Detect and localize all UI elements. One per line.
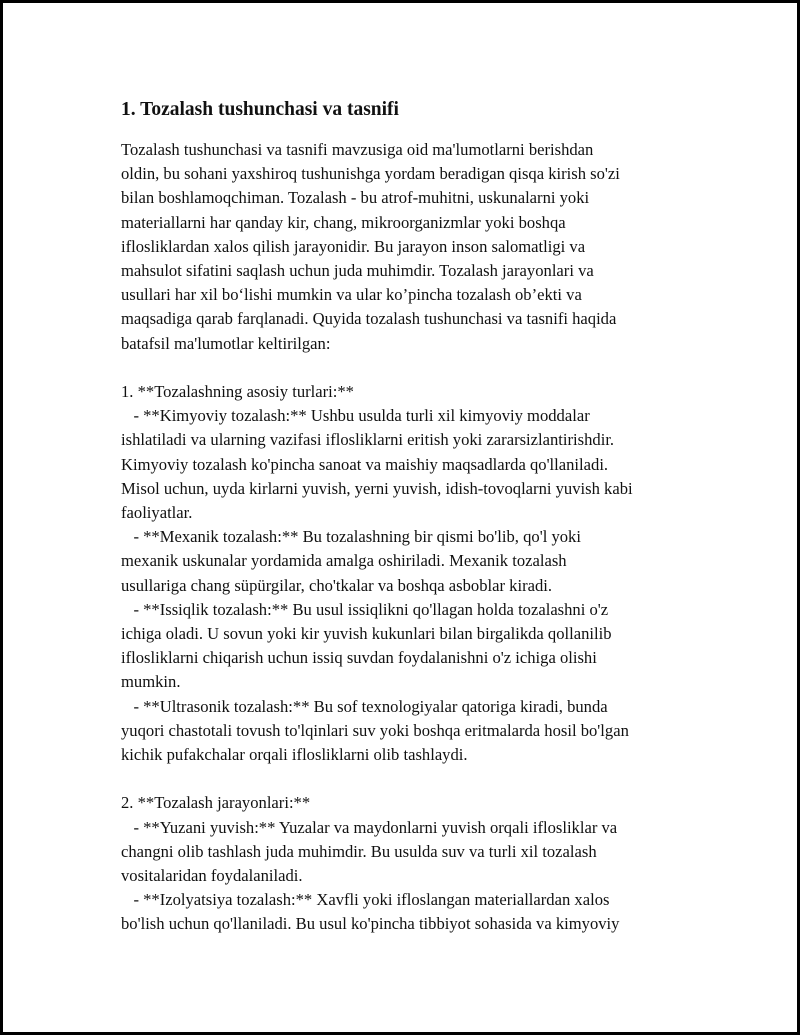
text-line: - **Ultrasonik tozalash:** Bu sof texnologiyalar qatoriga kiradi, bunda xyxy=(121,696,608,716)
text-line: faoliyatlar. xyxy=(121,503,193,523)
text-line: mahsulot sifatini saqlash uchun juda muhimdir. Tozalash jarayonlari va xyxy=(121,261,594,281)
text-line: iflosliklardan xalos qilish jarayonidir. Bu jarayon inson salomatligi va xyxy=(121,236,586,256)
text-line: - **Issiqlik tozalash:** Bu usul issiqlikni qo'llagan holda tozalashni o'z xyxy=(121,599,609,619)
text-line: - **Kimyoviy tozalash:** Ushbu usulda turli xil kimyoviy moddalar xyxy=(121,406,590,426)
text-line: changni olib tashlash juda muhimdir. Bu usulda suv va turli xil tozalash xyxy=(121,841,597,861)
text-line: ichiga oladi. U sovun yoki kir yuvish kukunlari bilan birgalikda qollanilib xyxy=(121,624,612,644)
body-text xyxy=(121,138,711,937)
text-line: maqsadiga qarab farqlanadi. Quyida tozalash tushunchasi va tasnifi haqida xyxy=(121,309,617,329)
text-line: ishlatiladi va ularning vazifasi iflosliklarni eritish yoki zararsizlantirishdir. xyxy=(121,430,615,450)
text-line: usullariga chang süpürgilar, cho'tkalar va boshqa asboblar kiradi. xyxy=(121,575,553,595)
text-line: Tozalash tushunchasi va tasnifi mavzusiga oid ma'lumotlarni berishdan xyxy=(121,140,594,159)
text-line: 1. **Tozalashning asosiy turlari:** xyxy=(121,382,354,402)
text-line: usullari har xil bo‘lishi mumkin va ular ko’pincha tozalash ob’ekti va xyxy=(121,285,582,305)
text-line: bo'lish uchun qo'llaniladi. Bu usul ko'pincha tibbiyot sohasida va kimyoviy xyxy=(121,914,620,934)
section-heading: 1. Tozalash tushunchasi va tasnifi xyxy=(121,99,399,120)
document-body xyxy=(121,97,711,937)
text-line: oldin, bu sohani yaxshiroq tushunishga yordam beradigan qisqa kirish so'zi xyxy=(121,164,620,184)
text-line: iflosliklarni chiqarish uchun issiq suvdan foydalanishni o'z ichiga olishi xyxy=(121,648,597,668)
blank-line xyxy=(121,767,711,791)
text-line: kichik pufakchalar orqali iflosliklarni olib tashlaydi. xyxy=(121,745,468,765)
text-line: - **Mexanik tozalash:** Bu tozalashning bir qismi bo'lib, qo'l yoki xyxy=(121,527,581,547)
text-line: materiallarni har qanday kir, chang, mikroorganizmlar yoki boshqa xyxy=(121,212,566,232)
blank-line xyxy=(121,356,711,380)
text-line: vositalaridan foydalaniladi. xyxy=(121,866,303,886)
text-line: yuqori chastotali tovush to'lqinlari suv yoki boshqa eritmalarda hosil bo'lgan xyxy=(121,720,629,740)
text-line: - **Izolyatsiya tozalash:** Xavfli yoki ifloslangan materiallardan xalos xyxy=(121,890,610,910)
text-line: mumkin. xyxy=(121,672,181,692)
text-line: Kimyoviy tozalash ko'pincha sanoat va maishiy maqsadlarda qo'llaniladi. xyxy=(121,454,609,474)
text-line: Misol uchun, uyda kirlarni yuvish, yerni yuvish, idish-tovoqlarni yuvish kabi xyxy=(121,478,633,498)
text-line: batafsil ma'lumotlar keltirilgan: xyxy=(121,333,331,353)
text-line: bilan boshlamoqchiman. Tozalash - bu atrof-muhitni, uskunalarni yoki xyxy=(121,188,590,208)
text-line: 2. **Tozalash jarayonlari:** xyxy=(121,793,311,813)
text-line: - **Yuzani yuvish:** Yuzalar va maydonlarni yuvish orqali iflosliklar va xyxy=(121,817,618,837)
text-line: mexanik uskunalar yordamida amalga oshiriladi. Mexanik tozalash xyxy=(121,551,567,571)
